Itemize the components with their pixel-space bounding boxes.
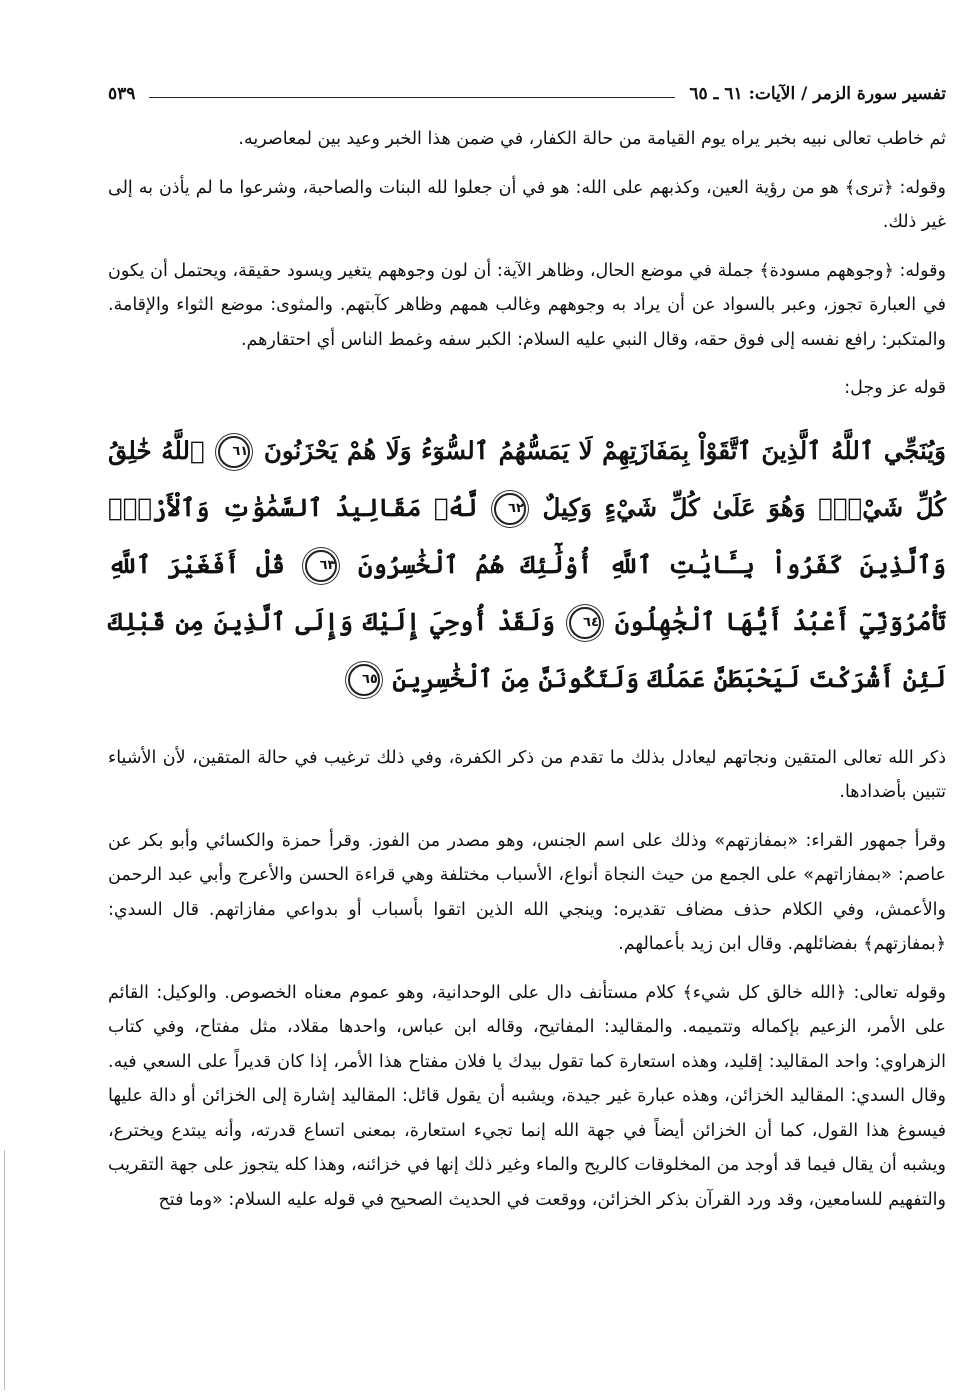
ayah-text: لَّهُۥ مَقَالِيدُ ٱلسَّمَٰوَٰتِ وَٱلْأَرْضِۗ وَٱلَّذِينَ كَفَرُواْ بِـَٔايَٰتِ ٱللَّهِ أُوْلَٰٓئِكَ هُمُ ٱلْخَٰسِرُونَ — [108, 492, 947, 579]
ayah-number-marker: ٦١ — [218, 436, 250, 468]
book-page — [108, 60, 946, 1380]
ayah-number-marker: ٦٣ — [305, 550, 337, 582]
paragraph: وقوله تعالى: ﴿الله خالق كل شيء﴾ كلام مستأنف دال على الوحدانية، وهو عموم معناه الخصوص. والوكيل: القائم على الأمر، الزعيم بإكماله وتتميمه. والمقاليد: المفاتيح، وقاله ابن عباس، واحدها مقلاد، مثل مفتاح، وفي كتاب الزهراوي: واحد المقاليد: إقليد، وهذه استعارة كما تقول بيدك يا فلان مفتاح هذا الأمر، إذا كان قديراً على السعي فيه. وقال السدي: المقاليد الخزائن، وهذه عبارة غير جيدة، ويشبه أن يقول قائل: المقاليد إشارة إلى الخزائن أو دالة عليها فيسوغ هذا القول، كما أن الخزائن أيضاً في جهة الله إنما تجيء استعارة، بمعنى اتساع قدرته، وأنه يبتدع ويخترع، ويشبه أن يقال فيما قد أوجد من المخلوقات كالريح والماء وغير ذلك إنها في خزائنه، وهذا كله يتجوز على جهة التقريب والتفهيم للسامعين، وقد ورد القرآن بذكر الخزائن، ووقعت في الحديث الصحيح في قوله عليه السلام: «وما فتح — [108, 982, 946, 1210]
scan-margin-line — [4, 1150, 5, 1390]
ayah-text: قُلْ أَفَغَيْرَ ٱللَّهِ تَأْمُرُوٓنِّيٓ أَعْبُدُ أَيُّهَا ٱلْجَٰهِلُونَ — [108, 549, 946, 636]
page-number: ٥٣٩ — [108, 84, 136, 104]
ayah-text: ٱللَّهُ خَٰلِقُ كُلِّ شَيْءٍۖ وَهُوَ عَلَىٰ كُلِّ شَيْءٍ وَكِيلٌ — [108, 435, 947, 522]
header-rule — [149, 97, 675, 98]
paragraph: وقوله: ﴿وجوههم مسودة﴾ جملة في موضع الحال، وظاهر الآية: أن لون وجوههم يتغير ويسود حقيقة، ويحتمل أن يكون في العبارة تجوز، وعبر بالسواد عن أن يراد به وجوههم وغالب همهم وظاهر كآبتهم. والمثوى: موضع الثواء والإقامة. والمتكبر: رافع نفسه إلى فوق حقه، وقال النبي عليه السلام: الكبر سفه وغمط الناس أي احتقارهم. — [108, 260, 946, 350]
header-title: تفسير سورة الزمر / الآيات: ٦١ ـ ٦٥ — [689, 84, 946, 104]
paragraph: ذكر الله تعالى المتقين ونجاتهم ليعادل بذلك ما تقدم من ذكر الكفرة، وفي ذلك ترغيب في حالة المتقين، لأن الأشياء تتبين بأضدادها. — [108, 747, 946, 802]
ayah-text: وَيُنَجِّي ٱللَّهُ ٱلَّذِينَ ٱتَّقَوْاْ بِمَفَازَتِهِمْ لَا يَمَسُّهُمُ ٱلسُّوٓءُ وَلَا هُمْ يَحْزَنُونَ — [263, 435, 947, 465]
page-body — [108, 122, 946, 1231]
quran-verses — [108, 422, 946, 707]
paragraph: ثم خاطب تعالى نبيه بخبر يراه يوم القيامة من حالة الكفار، في ضمن هذا الخبر وعيد بين لمعاصريه. — [238, 129, 946, 149]
ayah-number-marker: ٦٢ — [494, 493, 526, 525]
paragraph: وقوله: ﴿ترى﴾ هو من رؤية العين، وكذبهم على الله: هو في أن جعلوا لله البنات والصاحبة، وشرعوا ما لم يأذن به إلى غير ذلك. — [108, 177, 946, 232]
paragraph: وقرأ جمهور القراء: «بمفازتهم» وذلك على اسم الجنس، وهو مصدر من الفوز. وقرأ حمزة والكسائي وأبو بكر عن عاصم: «بمفازاتهم» على الجمع من حيث النجاة أنواع، الأسباب مختلفة وهي قراءة الحسن والأعرج وأبي عبد الرحمن والأعمش، وفي الكلام حذف مضاف تقديره: وينجي الله الذين اتقوا بأسباب أو بدواعي مفازاتهم. قال السدي: ﴿بمفازتهم﴾ بفضائلهم. وقال ابن زيد بأعمالهم. — [108, 830, 946, 954]
ayah-number-marker: ٦٥ — [348, 664, 380, 696]
running-header — [108, 76, 946, 112]
paragraph: قوله عز وجل: — [844, 378, 946, 398]
ayah-text: وَلَقَدْ أُوحِيَ إِلَيْكَ وَإِلَى ٱلَّذِينَ مِن قَبْلِكَ لَئِنْ أَشْرَكْتَ لَيَحْبَطَنَّ عَمَلُكَ وَلَتَكُونَنَّ مِنَ ٱلْخَٰسِرِينَ — [108, 606, 946, 693]
ayah-number-marker: ٦٤ — [569, 607, 601, 639]
